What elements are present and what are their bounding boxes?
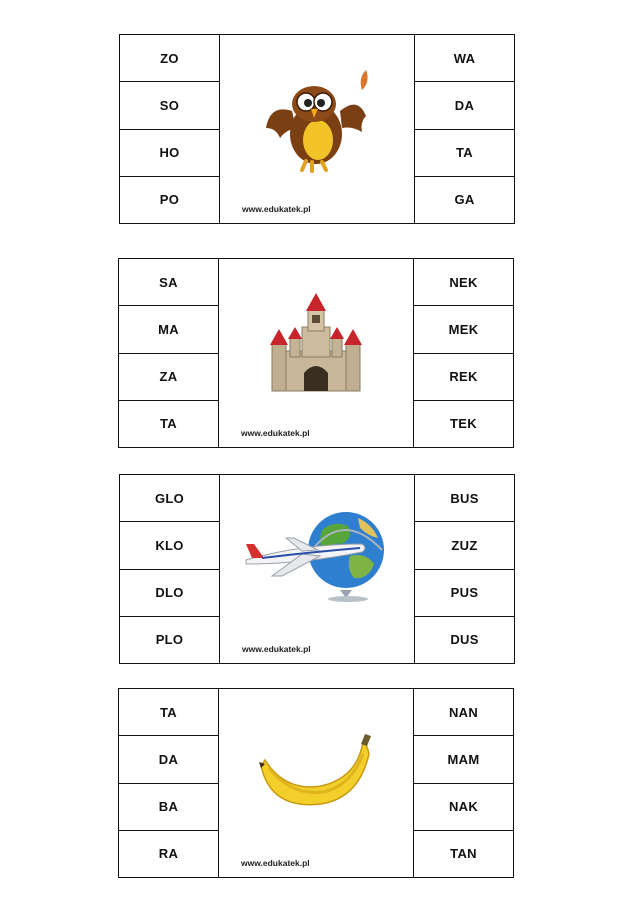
syllable-cell[interactable]: PO	[120, 176, 219, 223]
syllable-cell[interactable]: TAN	[414, 830, 513, 877]
picture-panel	[220, 475, 414, 663]
syllable-cell[interactable]: REK	[414, 353, 513, 400]
left-syllable-column	[120, 475, 220, 663]
syllable-cell[interactable]: NEK	[449, 274, 478, 290]
syllable-cell[interactable]: TA	[415, 129, 514, 176]
castle-icon	[266, 293, 366, 397]
syllable-cell[interactable]: BUS	[450, 490, 479, 506]
picture-panel	[220, 35, 414, 223]
syllable-cell[interactable]: NAK	[414, 783, 513, 830]
syllable-card-castle	[118, 258, 514, 448]
syllable-cell[interactable]: PUS	[415, 569, 514, 616]
picture-panel	[219, 259, 413, 447]
syllable-cell[interactable]: SA	[159, 274, 178, 290]
website-credit: www.edukatek.pl	[242, 204, 311, 214]
right-syllable-column	[414, 35, 514, 223]
syllable-cell[interactable]: TA	[119, 400, 218, 447]
syllable-card-travel	[119, 474, 515, 664]
syllable-card-banana	[118, 688, 514, 878]
left-syllable-column	[119, 259, 219, 447]
syllable-cell[interactable]: HO	[120, 129, 219, 176]
syllable-cell[interactable]: ZUZ	[415, 521, 514, 568]
left-syllable-column	[120, 35, 220, 223]
syllable-cell[interactable]: DA	[415, 81, 514, 128]
syllable-cell[interactable]: PLO	[120, 616, 219, 663]
picture-panel	[219, 689, 413, 877]
syllable-cell[interactable]: WA	[453, 50, 476, 66]
syllable-cell[interactable]: MA	[119, 305, 218, 352]
website-credit: www.edukatek.pl	[241, 858, 310, 868]
syllable-cell[interactable]: GLO	[154, 490, 185, 506]
website-credit: www.edukatek.pl	[241, 428, 310, 438]
syllable-cell[interactable]: BA	[119, 783, 218, 830]
syllable-cell[interactable]: TA	[160, 704, 177, 720]
syllable-cell[interactable]: MAM	[414, 735, 513, 782]
left-syllable-column	[119, 689, 219, 877]
airplane-globe-icon	[242, 504, 392, 604]
syllable-cell[interactable]: GA	[415, 176, 514, 223]
owl-icon	[262, 66, 372, 176]
syllable-cell[interactable]: NAN	[448, 704, 479, 720]
syllable-cell[interactable]: DLO	[120, 569, 219, 616]
right-syllable-column	[413, 689, 513, 877]
syllable-cell[interactable]: ZA	[119, 353, 218, 400]
syllable-cell[interactable]: DUS	[415, 616, 514, 663]
syllable-cell[interactable]: SO	[120, 81, 219, 128]
right-syllable-column	[414, 475, 514, 663]
syllable-card-owl	[119, 34, 515, 224]
syllable-cell[interactable]: RA	[119, 830, 218, 877]
syllable-cell[interactable]: TEK	[414, 400, 513, 447]
right-syllable-column	[413, 259, 513, 447]
syllable-cell[interactable]: DA	[119, 735, 218, 782]
banana-icon	[251, 732, 381, 812]
syllable-cell[interactable]: MEK	[414, 305, 513, 352]
website-credit: www.edukatek.pl	[242, 644, 311, 654]
syllable-cell[interactable]: ZO	[160, 50, 179, 66]
syllable-cell[interactable]: KLO	[120, 521, 219, 568]
